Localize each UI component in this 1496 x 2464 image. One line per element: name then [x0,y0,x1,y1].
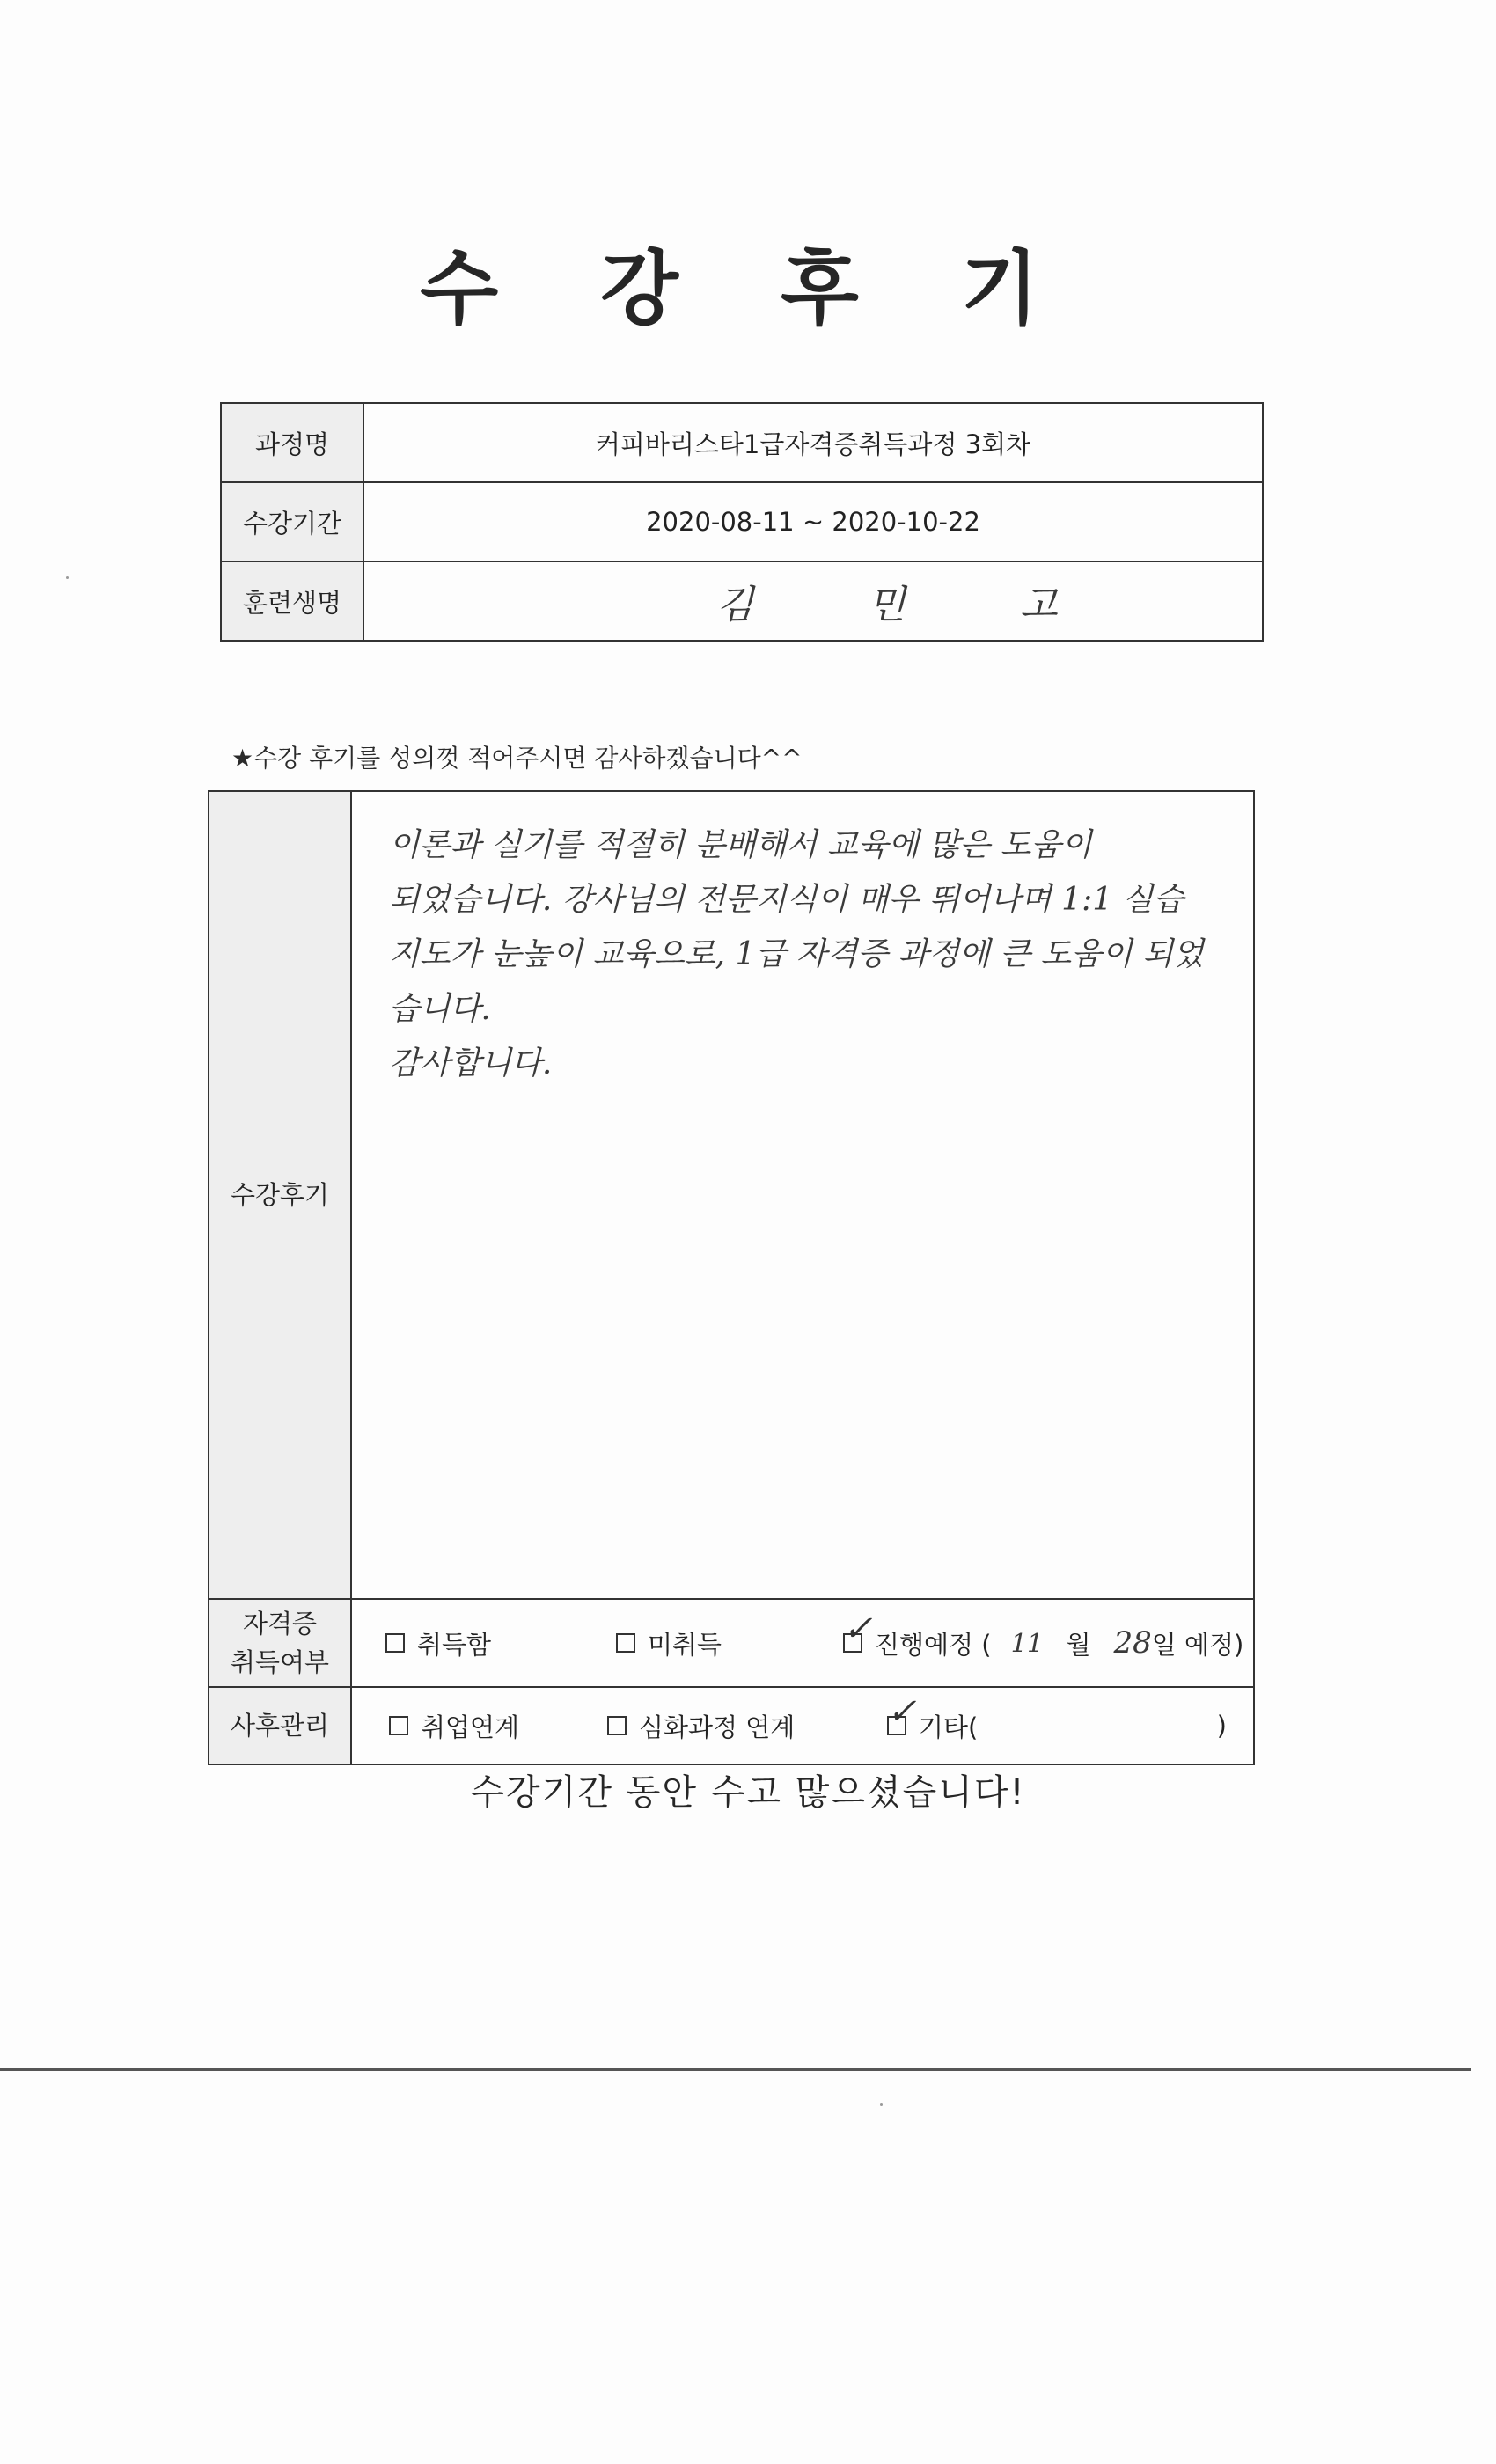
table-row [221,403,1263,482]
followup-options [351,1687,1254,1764]
table-row [221,482,1263,561]
checkbox-checked[interactable] [887,1691,917,1735]
checkbox[interactable] [389,1716,408,1735]
checkmark-icon: ✓ [843,1609,873,1649]
review-content [351,791,1254,1599]
trainee-name-label: 훈련생명 [221,561,363,641]
certificate-option-not-acquired[interactable] [616,1625,843,1661]
page-divider [0,2068,1471,2071]
month-unit: 월 [1066,1629,1091,1660]
scheduled-month: 11 [1010,1628,1044,1658]
option-label: 미취득 [648,1629,722,1660]
review-line: 감사합니다. [389,1045,553,1082]
option-label: 진행예정 ( [875,1629,992,1660]
review-line: 되었습니다. 강사님의 전문지식이 매우 뛰어나며 1:1 실습 [389,882,1184,918]
review-table [208,790,1255,1765]
review-label: 수강후기 [209,791,351,1599]
day-unit: 일 예정) [1151,1629,1244,1660]
scan-speck [66,576,69,579]
checkbox[interactable] [385,1633,405,1653]
followup-option-job[interactable] [389,1708,607,1744]
instruction-note: ★수강 후기를 성의껏 적어주시면 감사하겠습니다^^ [231,744,803,773]
review-line: 지도가 눈높이 교육으로, 1급 자격증 과정에 큰 도움이 되었습니다. [389,936,1204,1027]
option-label: 취업연계 [421,1712,520,1742]
scan-speck [880,2103,883,2106]
checkbox[interactable] [607,1716,627,1735]
option-label: 취득함 [417,1629,492,1660]
option-label: 심화과정 연계 [639,1712,796,1742]
option-label: 기타( [919,1712,979,1742]
table-row [221,561,1263,641]
certificate-label [209,1599,351,1687]
course-period-value: 2020-08-11 ~ 2020-10-22 [363,482,1263,561]
course-info-table [220,402,1264,642]
document-title: 수 강 후 기 [420,242,1076,336]
certificate-label-line: 취득여부 [230,1647,330,1677]
followup-option-advanced[interactable] [607,1708,887,1744]
certificate-options [351,1599,1254,1687]
scheduled-day: 28 [1113,1625,1152,1661]
review-line: 이론과 실기를 적절히 분배해서 교육에 많은 도움이 [389,827,1092,863]
table-row [209,791,1254,1599]
followup-label: 사후관리 [209,1687,351,1764]
course-name-value: 커피바리스타1급자격증취득과정 3회차 [363,403,1263,482]
course-name-label: 과정명 [221,403,363,482]
closing-message: 수강기간 동안 수고 많으셨습니다! [470,1772,1026,1813]
certificate-label-line: 자격증 [242,1609,318,1639]
certificate-option-acquired[interactable] [385,1625,616,1661]
table-row [209,1599,1254,1687]
checkbox[interactable] [616,1633,635,1653]
checkmark-icon: ✓ [887,1691,917,1732]
certificate-option-scheduled[interactable] [843,1609,1244,1661]
other-close-paren: ) [1216,1711,1227,1741]
course-period-label: 수강기간 [221,482,363,561]
trainee-name-handwritten: 김 민 고 [363,561,1263,641]
table-row [209,1687,1254,1764]
followup-option-other[interactable] [887,1691,1227,1744]
checkbox-checked[interactable] [843,1609,873,1653]
